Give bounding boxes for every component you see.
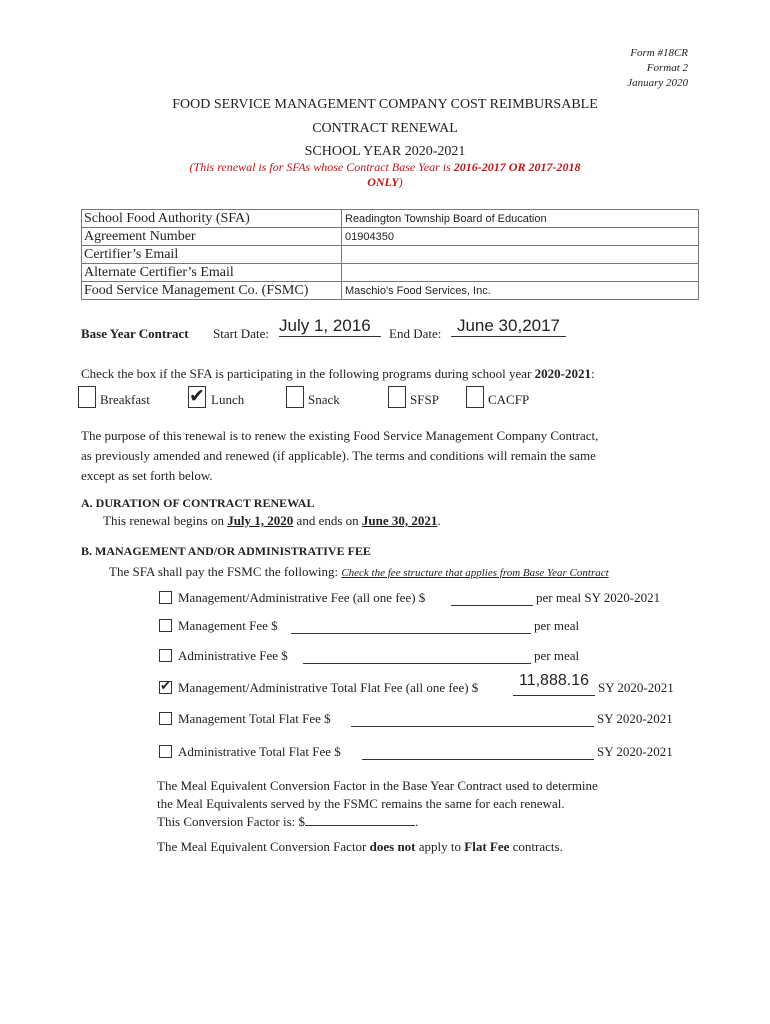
fee-amount-field[interactable] [362, 736, 594, 760]
section-a-text [103, 513, 441, 529]
renewal-note-text: (This renewal is for SFAs whose Contract Base Year is [189, 160, 454, 174]
program-label: Breakfast [100, 392, 150, 407]
form-date: January 2020 [627, 77, 688, 89]
purpose-paragraph [81, 426, 598, 486]
fee-option-checkbox[interactable] [159, 649, 172, 662]
fee-option-checkbox[interactable] [159, 681, 172, 694]
end-date-label: End Date: [389, 326, 442, 341]
programs-intro: Check the box if the SFA is participating in the following programs during school year [81, 366, 535, 381]
info-row [82, 282, 699, 300]
info-row [82, 228, 699, 246]
section-b-intro-note: Check the fee structure that applies from Base Year Contract [341, 567, 609, 579]
meal-equivalent-line-2: the Meal Equivalents served by the FSMC remains the same for each renewal. [157, 796, 565, 811]
info-row [82, 264, 699, 282]
start-date-field[interactable]: July 1, 2016 [279, 316, 381, 337]
fee-option-suffix: per meal [534, 648, 580, 663]
flat-fee-note-4: Flat Fee [464, 839, 510, 854]
meal-equivalent-line-1: The Meal Equivalent Conversion Factor in the Base Year Contract used to determine [157, 778, 598, 793]
fee-option-suffix: SY 2020-2021 [598, 680, 674, 695]
info-label: Certifier’s Email [82, 246, 342, 264]
fee-option-checkbox[interactable] [159, 745, 172, 758]
conversion-factor-end: . [415, 814, 419, 829]
purpose-line-3: except as set forth below. [81, 468, 213, 483]
meal-equivalent-paragraph [157, 777, 598, 813]
section-b-intro-text: The SFA shall pay the FSMC the following: [109, 564, 342, 579]
section-a-text-2: and ends on [293, 513, 362, 528]
info-row [82, 246, 699, 264]
section-b-heading: B. MANAGEMENT AND/OR ADMINISTRATIVE FEE [81, 544, 371, 558]
info-label: Agreement Number [82, 228, 342, 246]
fee-option-checkbox[interactable] [159, 591, 172, 604]
programs-colon: : [590, 366, 595, 381]
conversion-factor-label: This Conversion Factor is: $ [157, 814, 306, 829]
fee-option-checkbox[interactable] [159, 712, 172, 725]
base-year-contract-label [81, 326, 189, 342]
flat-fee-note-1: The Meal Equivalent Conversion Factor [157, 839, 370, 854]
renewal-note-years: 2016-2017 OR 2017-2018 [453, 160, 581, 174]
flat-fee-note-3: apply to [415, 839, 465, 854]
info-value-field[interactable] [342, 264, 699, 282]
fee-amount-field[interactable]: 11,888.16 [513, 672, 595, 696]
start-date-label: Start Date: [213, 326, 269, 341]
checkmark-icon: ✔ [189, 385, 205, 407]
section-a-text-1: This renewal begins on [103, 513, 228, 528]
fee-option-suffix: SY 2020-2021 [597, 744, 673, 759]
fee-option-label: Administrative Fee $ [178, 648, 288, 663]
purpose-line-1: The purpose of this renewal is to renew the existing Food Service Management Company Contract, [81, 428, 599, 443]
section-a-text-3: . [437, 513, 441, 528]
fee-option-checkbox[interactable] [159, 619, 172, 632]
form-identifier [627, 46, 688, 91]
purpose-line-2: as previously amended and renewed (if applicable). The terms and conditions will remain the same [81, 448, 596, 463]
program-checkbox-snack[interactable] [286, 386, 304, 408]
page-title-line-2: CONTRACT RENEWAL [312, 121, 458, 136]
program-checkbox-breakfast[interactable] [78, 386, 96, 408]
program-label: Lunch [211, 392, 245, 407]
fee-amount-field[interactable] [291, 610, 531, 634]
conversion-factor-field[interactable] [305, 813, 415, 826]
program-checkbox-sfsp[interactable] [388, 386, 406, 408]
renewal-end-date: June 30, 2021 [361, 513, 438, 528]
program-checkbox-cacfp[interactable] [466, 386, 484, 408]
renewal-begin-date: July 1, 2020 [227, 513, 294, 528]
renewal-note-only: ONLY [367, 175, 399, 189]
section-a-heading: A. DURATION OF CONTRACT RENEWAL [81, 496, 315, 510]
program-label: CACFP [488, 392, 530, 407]
renewal-note-close: ) [398, 175, 403, 189]
fee-option-suffix: per meal SY 2020-2021 [536, 590, 661, 605]
info-value-field[interactable]: Maschio's Food Services, Inc. [342, 282, 699, 300]
programs-instruction [81, 366, 595, 382]
info-value-field[interactable]: Readington Township Board of Education [342, 210, 699, 228]
info-label: Food Service Management Co. (FSMC) [82, 282, 342, 300]
base-year-label: Base Year Contract [81, 326, 189, 341]
info-value-field[interactable] [342, 246, 699, 264]
fee-option-label: Administrative Total Flat Fee $ [178, 744, 341, 759]
sfa-info-table [81, 209, 699, 300]
program-label: Snack [308, 392, 340, 407]
conversion-factor-line [157, 813, 418, 830]
programs-year: 2020-2021 [534, 366, 591, 381]
info-label: Alternate Certifier’s Email [82, 264, 342, 282]
flat-fee-note-5: contracts. [509, 839, 563, 854]
end-date-field[interactable]: June 30,2017 [451, 316, 566, 337]
fee-option-label: Management/Administrative Total Flat Fee (all one fee) $ [178, 680, 479, 695]
fee-amount-field[interactable] [303, 640, 531, 664]
info-row [82, 210, 699, 228]
renewal-note [0, 160, 770, 175]
fee-amount-field[interactable] [351, 703, 594, 727]
fee-option-label: Management Fee $ [178, 618, 278, 633]
fee-option-suffix: SY 2020-2021 [597, 711, 673, 726]
info-value-field[interactable]: 01904350 [342, 228, 699, 246]
page-title-line-1: FOOD SERVICE MANAGEMENT COMPANY COST REIMBURSABLE [172, 97, 598, 112]
form-number: Form #18CR [630, 47, 688, 59]
form-format: Format 2 [646, 62, 688, 74]
fee-option-label: Management Total Flat Fee $ [178, 711, 331, 726]
program-label: SFSP [410, 392, 439, 407]
section-b-intro [109, 564, 609, 580]
flat-fee-note-2: does not [369, 839, 416, 854]
fee-amount-field[interactable] [451, 582, 533, 606]
fee-option-label: Management/Administrative Fee (all one fee) $ [178, 590, 426, 605]
page-title-line-3: SCHOOL YEAR 2020-2021 [304, 144, 466, 159]
flat-fee-note [157, 839, 563, 855]
checkmark-icon: ✔ [160, 679, 171, 694]
renewal-note-line-2 [0, 175, 770, 190]
info-label: School Food Authority (SFA) [82, 210, 342, 228]
fee-option-suffix: per meal [534, 618, 580, 633]
program-checkbox-lunch[interactable] [188, 386, 206, 408]
